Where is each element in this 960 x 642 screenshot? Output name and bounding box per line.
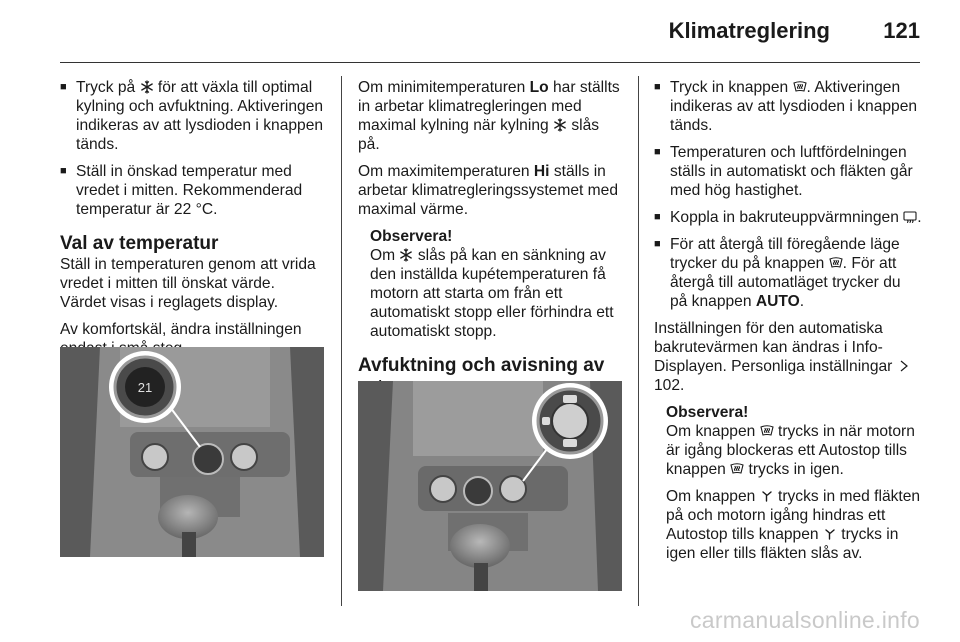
fan-icon <box>823 527 837 541</box>
list-item: ■ Tryck in knappen . Aktiveringen indikeras av att lysdioden i knappen tänds. <box>654 78 922 135</box>
paragraph: Om knappen trycks in när motorn är igång blockeras ett Autostop tills knappen trycks in igen. <box>666 423 915 478</box>
column-divider <box>638 76 639 606</box>
section-heading: Avfuktning och avisning av <box>358 355 622 399</box>
column-divider <box>341 76 342 606</box>
arrow-ref-icon <box>897 359 911 373</box>
windshield-defrost-icon <box>760 424 774 438</box>
rear-window-heat-icon <box>903 210 917 224</box>
column-right <box>654 78 922 571</box>
note-label: Observera! <box>370 228 453 245</box>
list-item: ■ Ställ in önskad temperatur med vredet i mitten. Rekommenderad temperatur är 22 °C. <box>60 162 324 219</box>
paragraph: Ställ in temperaturen genom att vrida vredet i mitten till önskat värde. Värdet visas i reglagets display. <box>60 256 316 311</box>
snowflake-icon <box>140 80 154 94</box>
climate-knob-photo <box>60 347 324 557</box>
note-label: Observera! <box>666 404 749 421</box>
defrost-button-photo <box>358 381 622 591</box>
column-middle <box>358 78 622 399</box>
list-item: ■ Tryck på för att växla till optimal kylning och avfuktning. Aktiveringen indikeras av att lysdioden i knappen tänds. <box>60 78 324 154</box>
page-number: 121 <box>883 18 920 43</box>
windshield-defrost-icon <box>793 80 807 94</box>
fan-icon <box>760 489 774 503</box>
note-block: Observera! Om slås på kan en sänkning av den inställda kupétemperaturen få motorn att starta om från ett automatiskt stopp eller förhindra ett automatiskt stopp. <box>358 227 622 341</box>
windshield-defrost-icon <box>730 462 744 476</box>
column-left <box>60 78 324 366</box>
paragraph: Om maximitemperaturen Hi ställs in arbetar klimatregleringssystemet med maximal värme. <box>358 163 618 218</box>
snowflake-icon <box>399 248 413 262</box>
page-header <box>60 0 920 63</box>
snowflake-icon <box>553 118 567 132</box>
paragraph: Om knappen trycks in med fläkten på och motorn igång hindras ett Autostop tills knappen trycks in igen eller tills fläkten slås av. <box>666 488 921 562</box>
watermark: carmanualsonline.info <box>689 607 920 633</box>
paragraph: Om minimitemperaturen Lo har ställts in arbetar klimatregleringen med maximal kylning när kylning slås på. <box>358 79 620 153</box>
list-item: ■ Koppla in bakruteuppvärmningen . <box>654 208 922 227</box>
paragraph: Av komfortskäl, ändra inställningen <box>60 321 302 338</box>
knob-readout: 21 <box>137 380 153 395</box>
paragraph: Inställningen för den automatiska bakrutevärmen kan ändras i Info-Displayen. Personliga inställningar 102. <box>654 319 922 395</box>
note-block <box>654 403 922 563</box>
page-title: Klimatreglering <box>668 18 830 43</box>
list-item: ■ För att återgå till föregående läge trycker du på knappen . För att återgå till automatläget trycker du på knappen AUTO. <box>654 235 922 311</box>
windshield-defrost-icon <box>829 256 843 270</box>
list-item: ■ Temperaturen och luftfördelningen ställs in automatiskt och fläkten går med hög hastighet. <box>654 143 922 200</box>
section-heading: Val av temperatur <box>60 233 219 254</box>
